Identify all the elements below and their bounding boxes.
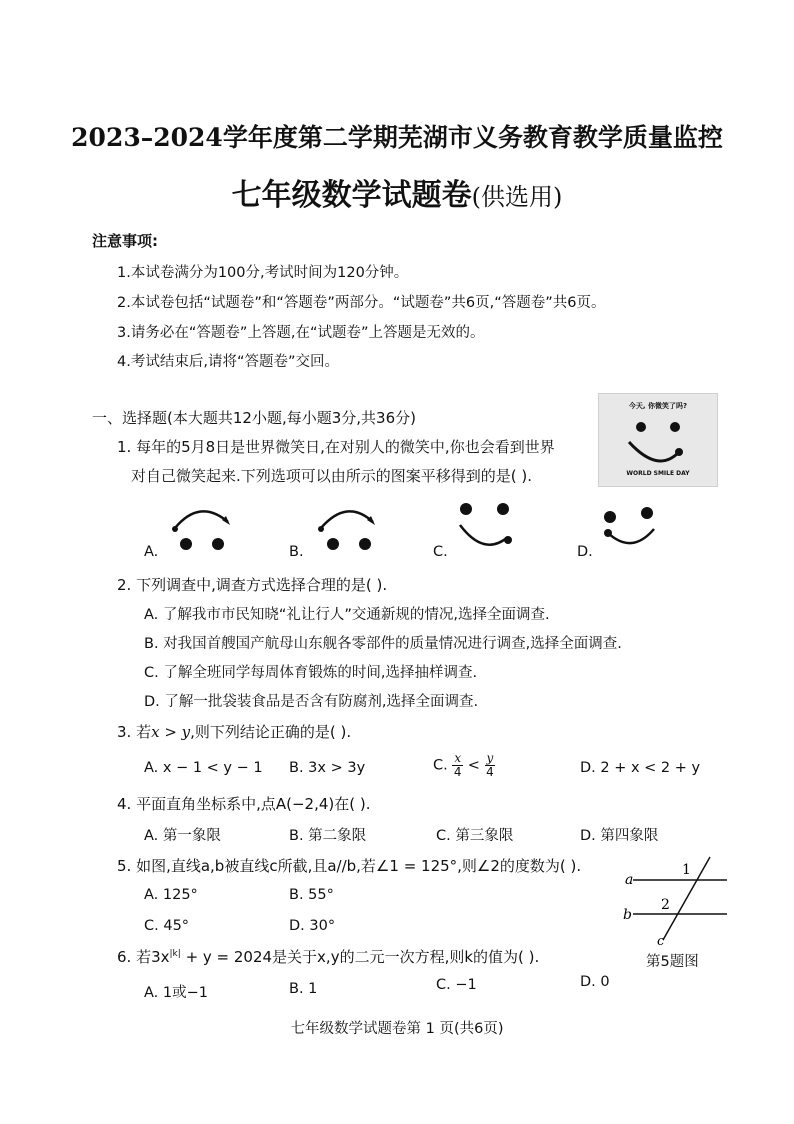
exam-title-line2 xyxy=(0,170,794,214)
q3-option-d: D. 2 + x < 2 + y xyxy=(580,760,701,776)
note-item: 2.本试卷包括“试题卷”和“答题卷”两部分。“试题卷”共6页,“答题卷”共6页。 xyxy=(117,295,606,311)
angle-1-label: 1 xyxy=(682,862,691,878)
q1-option-c-label: C. xyxy=(433,544,448,560)
option-a-figure xyxy=(160,500,250,560)
exam-title-suffix: (供选用) xyxy=(471,183,563,211)
photo-caption-bottom: WORLD SMILE DAY xyxy=(626,470,690,477)
exam-title-main: 七年级数学试题卷 xyxy=(231,178,472,213)
q2-option-a: A. 了解我市市民知晓“礼让行人”交通新规的情况,选择全面调查. xyxy=(144,607,550,623)
q6-option-b: B. 1 xyxy=(289,981,318,997)
q4-option-c: C. 第三象限 xyxy=(436,828,514,844)
numerator: y xyxy=(486,751,494,765)
page-footer: 七年级数学试题卷第 1 页(共6页) xyxy=(290,1021,504,1037)
q3-option-c-label: C. xyxy=(433,757,448,774)
q6-stem xyxy=(117,946,539,967)
q5-option-c: C. 45° xyxy=(144,918,190,934)
q4-option-b: B. 第二象限 xyxy=(289,828,367,844)
note-item: 3.请务必在“答题卷”上答题,在“试题卷”上答题是无效的。 xyxy=(117,325,485,341)
denominator: 4 xyxy=(453,765,462,779)
smile-day-photo xyxy=(598,393,718,487)
option-b-figure xyxy=(305,500,395,560)
q3-option-c xyxy=(433,752,495,779)
option-d-figure xyxy=(592,495,682,560)
line-b-label: b xyxy=(623,907,632,923)
q6-stem-pre: 6. 若3x xyxy=(117,948,170,966)
q2-option-d: D. 了解一批袋装食品是否含有防腐剂,选择全面调查. xyxy=(144,694,479,710)
q3-option-b: B. 3x > 3y xyxy=(289,760,366,776)
q5-option-b: B. 55° xyxy=(289,887,334,903)
q5-stem: 5. 如图,直线a,b被直线c所截,且a//b,若∠1 = 125°,则∠2的度数为( ). xyxy=(117,857,582,875)
q1-stem-line1: 1. 每年的5月8日是世界微笑日,在对别人的微笑中,你也会看到世界 xyxy=(117,438,555,456)
q6-option-d: D. 0 xyxy=(580,974,610,990)
q3-stem-math: x > y xyxy=(151,723,191,741)
q5-option-d: D. 30° xyxy=(289,918,336,934)
note-item: 4.考试结束后,请将“答题卷”交回。 xyxy=(117,354,339,370)
q1-option-a-label: A. xyxy=(144,544,159,560)
q3-stem-pre: 3. 若 xyxy=(117,723,152,741)
q2-option-b: B. 对我国首艘国产航母山东舰各零部件的质量情况进行调查,选择全面调查. xyxy=(144,636,622,652)
notes-heading: 注意事项: xyxy=(92,232,158,250)
figure-5-caption: 第5题图 xyxy=(646,954,699,970)
option-c-figure xyxy=(448,495,538,560)
less-than-sign: < xyxy=(467,757,480,774)
q3-option-a: A. x − 1 < y − 1 xyxy=(144,760,263,776)
line-a-label: a xyxy=(625,872,634,888)
q3-stem-post: ,则下列结论正确的是( ). xyxy=(190,723,352,741)
q6-stem-exponent: |k| xyxy=(169,949,181,959)
q4-option-d: D. 第四象限 xyxy=(580,828,659,844)
q1-option-d-label: D. xyxy=(577,544,593,560)
q1-stem-line2: 对自己微笑起来.下列选项可以由所示的图案平移得到的是( ). xyxy=(131,467,533,485)
note-item: 1.本试卷满分为100分,考试时间为120分钟。 xyxy=(117,265,409,281)
q6-option-a: A. 1或−1 xyxy=(144,985,208,1001)
q2-option-c: C. 了解全班同学每周体育锻炼的时间,选择抽样调查. xyxy=(144,665,478,681)
q5-option-a: A. 125° xyxy=(144,887,198,903)
fraction xyxy=(452,752,463,779)
q4-stem: 4. 平面直角坐标系中,点A(−2,4)在( ). xyxy=(117,795,371,813)
numerator: x xyxy=(454,751,462,765)
photo-caption-top: 今天, 你微笑了吗? xyxy=(628,402,688,410)
q4-option-a: A. 第一象限 xyxy=(144,828,221,844)
exam-title-line1: 2023–2024学年度第二学期芜湖市义务教育教学质量监控 xyxy=(71,123,723,152)
q1-option-b-label: B. xyxy=(289,544,304,560)
parallel-lines-figure xyxy=(615,852,735,952)
q6-option-c: C. −1 xyxy=(436,977,477,993)
line-c-label: c xyxy=(657,934,665,949)
q6-stem-post: + y = 2024是关于x,y的二元一次方程,则k的值为( ). xyxy=(180,948,540,966)
q2-stem: 2. 下列调查中,调查方式选择合理的是( ). xyxy=(117,576,388,594)
angle-2-label: 2 xyxy=(661,897,670,913)
fraction xyxy=(485,752,496,779)
denominator: 4 xyxy=(486,765,494,779)
section-heading: 一、选择题(本大题共12小题,每小题3分,共36分) xyxy=(92,409,416,427)
q3-stem xyxy=(117,721,351,742)
